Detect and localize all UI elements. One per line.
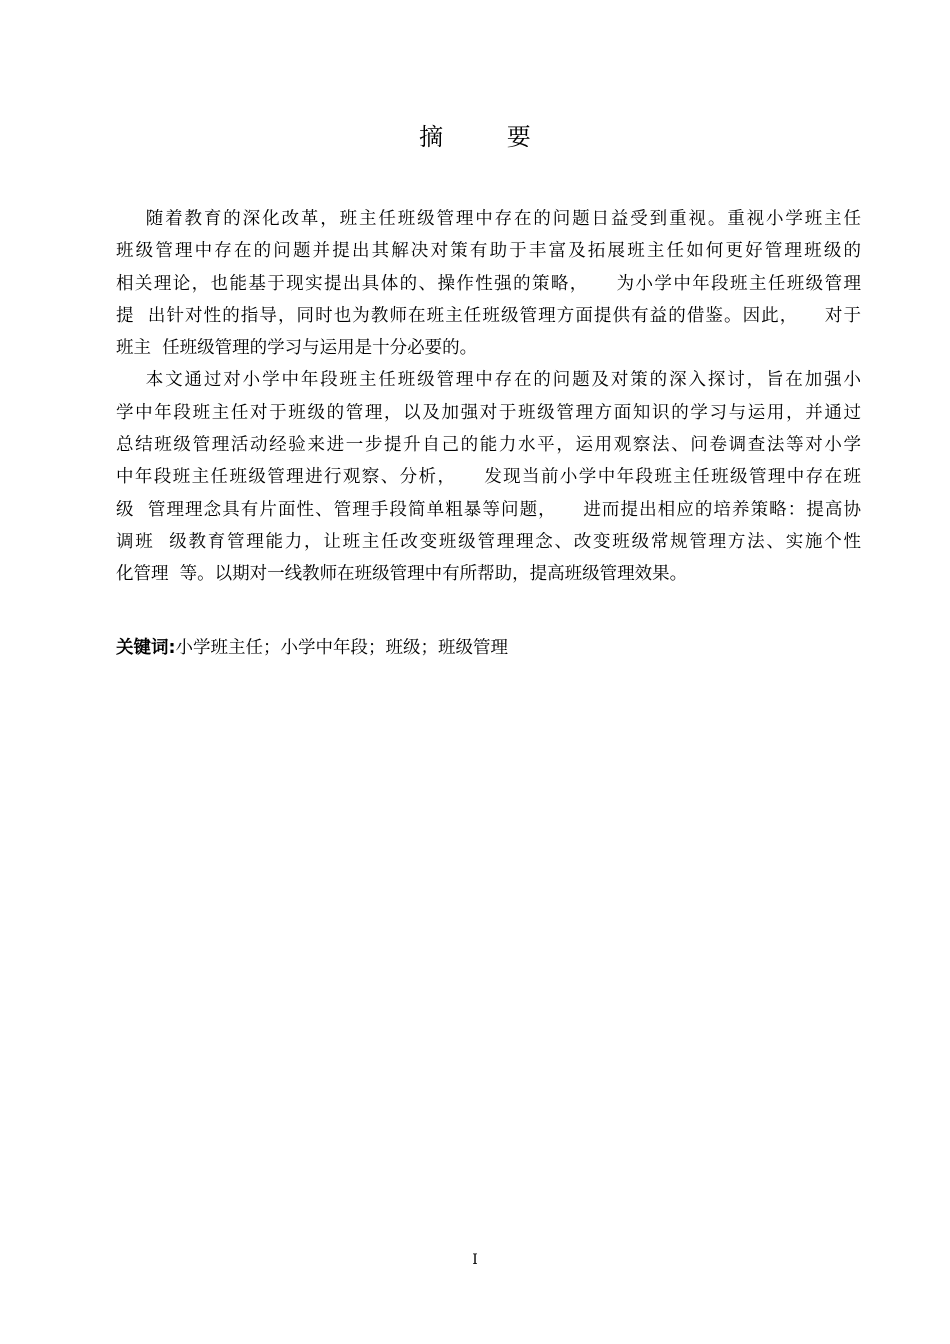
paragraph-line: 调班 级教育管理能力，让班主任改变班级管理理念、改变班级常规管理方法、实施个性 bbox=[116, 531, 861, 552]
abstract-paragraph-1 bbox=[116, 203, 861, 364]
abstract-body bbox=[116, 203, 861, 591]
paragraph-line: 学中年段班主任对于班级的管理，以及加强对于班级管理方面知识的学习与运用，并通过 bbox=[116, 402, 861, 423]
paragraph-line: 相关理论，也能基于现实提出具体的、操作性强的策略， 为小学中年段班主任班级管理 bbox=[116, 273, 861, 294]
abstract-paragraph-2 bbox=[116, 364, 861, 590]
page-number: I bbox=[472, 1252, 478, 1268]
paragraph-line: 随着教育的深化改革，班主任班级管理中存在的问题日益受到重视。重视小学班主任 bbox=[116, 209, 861, 229]
paragraph-line: 班级管理中存在的问题并提出其解决对策有助于丰富及拓展班主任如何更好管理班级的 bbox=[116, 241, 861, 262]
keywords-value: 小学班主任；小学中年段；班级；班级管理 bbox=[175, 638, 508, 658]
paragraph-line: 总结班级管理活动经验来进一步提升自己的能力水平，运用观察法、问卷调查法等对小学 bbox=[116, 435, 861, 456]
keywords-line bbox=[116, 634, 508, 662]
paragraph-line: 班主 任班级管理的学习与运用是十分必要的。 bbox=[116, 338, 478, 359]
keywords-label: 关键词: bbox=[116, 638, 176, 658]
page-title: 摘 要 bbox=[419, 123, 559, 151]
paragraph-line: 提 出针对性的指导，同时也为教师在班主任班级管理方面提供有益的借鉴。因此， 对于 bbox=[116, 305, 861, 326]
paragraph-line: 级 管理理念具有片面性、管理手段简单粗暴等问题， 进而提出相应的培养策略：提高协 bbox=[116, 499, 861, 520]
paragraph-line: 本文通过对小学中年段班主任班级管理中存在的问题及对策的深入探讨，旨在加强小 bbox=[116, 370, 861, 391]
paragraph-line: 中年段班主任班级管理进行观察、分析， 发现当前小学中年段班主任班级管理中存在班 bbox=[116, 467, 861, 488]
paragraph-line: 化管理 等。以期对一线教师在班级管理中有所帮助，提高班级管理效果。 bbox=[116, 564, 688, 585]
